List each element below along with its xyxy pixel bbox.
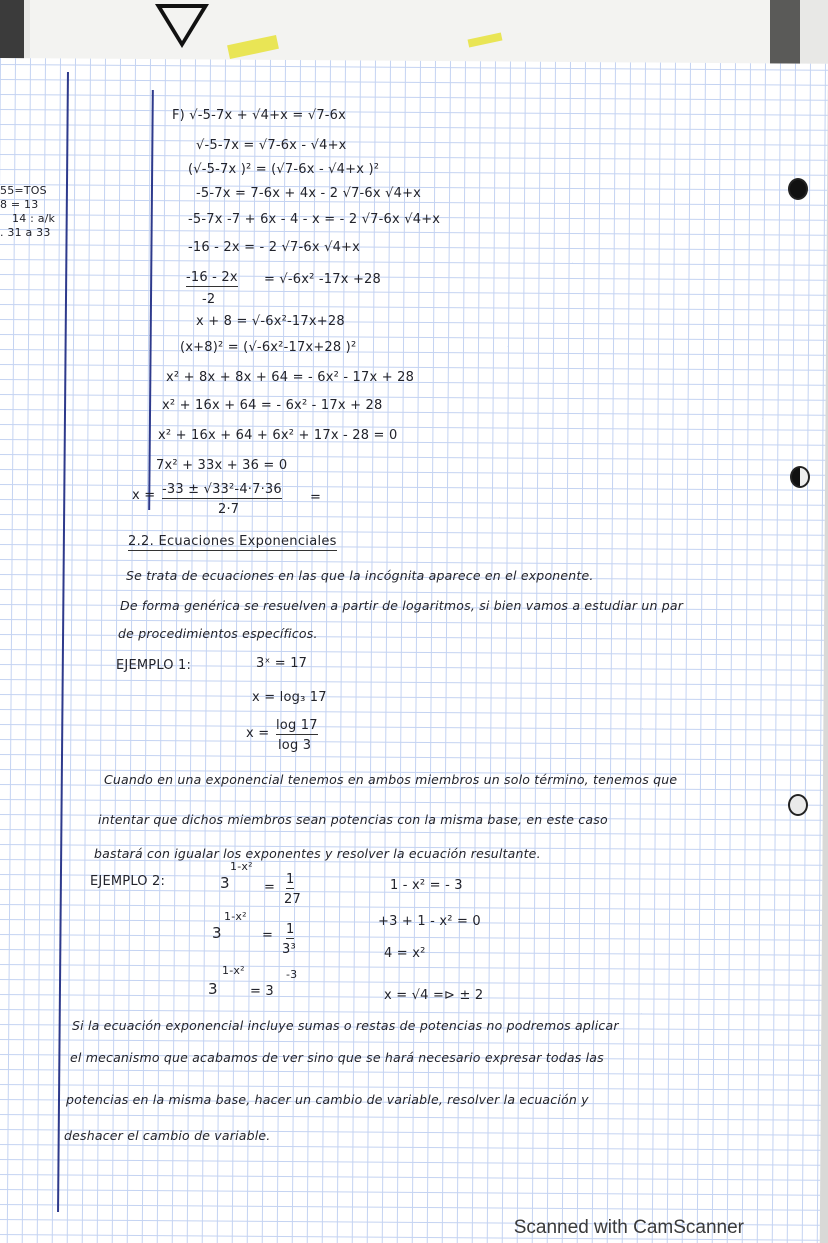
example-label: EJEMPLO 1: [116,658,192,673]
fraction-denominator: -2 [202,292,216,307]
math-line: x = [246,726,270,741]
fraction-numerator: -16 - 2x [186,270,238,285]
grid-paper-sheet [0,58,828,1243]
math-line: (√-5-7x )² = (√7-6x - √4+x )² [188,162,380,177]
section-title: 2.2. Ecuaciones Exponenciales [128,534,337,549]
math-line: 3ˣ = 17 [256,656,308,671]
fraction-numerator: -33 ± √33²-4·7·36 [162,482,282,497]
fraction-denominator: 3³ [282,942,296,957]
paragraph-line: de procedimientos específicos. [118,626,318,641]
math-line: = 3 [250,984,274,999]
fraction-denominator: 2·7 [218,502,240,517]
math-line: 1 - x² = - 3 [390,878,463,893]
math-base: 3 [212,924,222,942]
math-line: x = log₃ 17 [252,690,327,705]
math-base: 3 [208,980,218,998]
binder-hole-2 [790,466,810,488]
binder-hole [788,178,808,200]
fraction-numerator: 1 [286,872,295,887]
math-exponent: 1-x² [222,964,245,977]
math-line: (x+8)² = (√-6x²-17x+28 )² [180,340,357,355]
math-line: 4 = x² [384,946,426,961]
math-line: x = [132,488,156,503]
math-exponent: 1-x² [230,860,253,873]
paragraph-line: bastará con igualar los exponentes y resolver la ecuación resultante. [94,846,541,861]
math-line: x² + 16x + 64 = - 6x² - 17x + 28 [162,398,383,413]
dark-edge-right [770,0,800,66]
example-label: EJEMPLO 2: [90,874,166,889]
math-line: x = √4 =⊳ ± 2 [384,988,484,1003]
math-line: -5-7x = 7-6x + 4x - 2 √7-6x √4+x [196,186,422,201]
math-line: x² + 8x + 8x + 64 = - 6x² - 17x + 28 [166,370,415,385]
fraction-denominator: 27 [284,892,301,907]
math-line: = [310,490,322,505]
fraction-numerator: log 17 [276,718,318,733]
math-line: -16 - 2x = - 2 √7-6x √4+x [188,240,361,255]
paragraph-line: De forma genérica se resuelven a partir de logaritmos, si bien vamos a estudiar un par [120,598,684,613]
paragraph-line: intentar que dichos miembros sean potencias con la misma base, en este caso [98,812,608,827]
math-equals: = [262,928,274,943]
margin-note: . 31 a 33 [0,226,51,239]
paragraph-line: Si la ecuación exponencial incluye sumas o restas de potencias no podremos aplicar [72,1018,619,1033]
math-line: = √-6x² -17x +28 [264,272,382,287]
math-line: x + 8 = √-6x²-17x+28 [196,314,345,329]
paragraph-line: deshacer el cambio de variable. [64,1128,271,1143]
math-exponent: -3 [286,968,298,981]
paragraph-line: potencias en la misma base, hacer un cambio de variable, resolver la ecuación y [66,1092,589,1107]
math-line: -5-7x -7 + 6x - 4 - x = - 2 √7-6x √4+x [188,212,441,227]
math-exponent: 1-x² [224,910,247,923]
margin-note: 14 : a/k [12,212,56,225]
math-base: 3 [220,874,230,892]
math-line: x² + 16x + 64 + 6x² + 17x - 28 = 0 [158,428,398,443]
math-line: F) √-5-7x + √4+x = √7-6x [172,108,347,123]
paragraph-line: Se trata de ecuaciones en las que la incógnita aparece en el exponente. [126,568,594,583]
binder-hole-3 [788,794,808,816]
math-equals: = [264,880,276,895]
fraction-numerator: 1 [286,922,295,937]
paragraph-line: el mecanismo que acabamos de ver sino que se hará necesario expresar todas las [70,1050,604,1065]
scanner-watermark: Scanned with CamScanner [513,1217,744,1238]
margin-note: 8 = 13 [0,198,39,211]
paragraph-line: Cuando en una exponencial tenemos en ambos miembros un solo término, tenemos que [104,772,678,787]
margin-note: 55=TOS [0,184,47,197]
math-line: √-5-7x = √7-6x - √4+x [196,138,347,153]
math-line: 7x² + 33x + 36 = 0 [156,458,288,473]
math-line: +3 + 1 - x² = 0 [378,914,481,929]
fraction-denominator: log 3 [278,738,312,753]
triangle-mark-inner [162,8,202,41]
